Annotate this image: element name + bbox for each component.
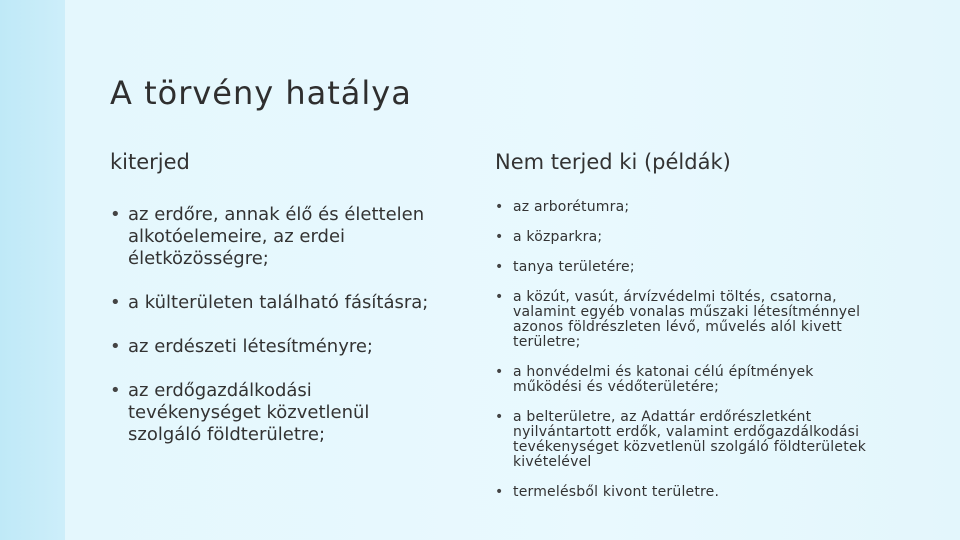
list-item-text: termelésből kivont területre.: [513, 484, 720, 500]
bullet-icon: •: [495, 199, 504, 215]
bullet-icon: •: [110, 204, 121, 225]
list-item: [495, 200, 875, 215]
right-column-heading: Nem terjed ki (példák): [495, 150, 731, 174]
bullet-icon: •: [495, 364, 504, 380]
list-item-text: a közút, vasút, árvízvédelmi töltés, csatorna, valamint egyéb vonalas műszaki létesítménnyel azonos földrészleten lévő, művelés alól kivett területre;: [513, 289, 861, 350]
list-item: [110, 336, 440, 358]
list-item: [495, 410, 875, 470]
list-item: [495, 230, 875, 245]
bullet-icon: •: [495, 259, 504, 275]
bullet-icon: •: [495, 409, 504, 425]
list-item: [110, 204, 440, 270]
bullet-icon: •: [495, 229, 504, 245]
bullet-icon: •: [110, 292, 121, 313]
left-column-heading: kiterjed: [110, 150, 190, 174]
list-item-text: az arborétumra;: [513, 199, 630, 215]
list-item: [495, 290, 875, 350]
list-item-text: az erdőre, annak élő és élettelen alkotóelemeire, az erdei életközösségre;: [128, 204, 425, 269]
list-item: [110, 380, 440, 446]
bullet-icon: •: [495, 484, 504, 500]
list-item: [495, 485, 875, 500]
list-item-text: a honvédelmi és katonai célú építmények működési és védőterületére;: [513, 364, 814, 395]
list-item: [495, 260, 875, 275]
bullet-icon: •: [495, 289, 504, 305]
bullet-icon: •: [110, 336, 121, 357]
list-item-text: a belterületre, az Adattár erdőrészletként nyilvántartott erdők, valamint erdőgazdálkodási tevékenységet közvetlenül szolgáló földterületek kivételével: [513, 409, 867, 470]
slide-title: A törvény hatálya: [110, 74, 412, 112]
list-item-text: a közparkra;: [513, 229, 603, 245]
list-item-text: az erdészeti létesítményre;: [128, 336, 373, 357]
left-bullet-list: [110, 204, 440, 468]
right-bullet-list: [495, 200, 875, 515]
list-item: [495, 365, 875, 395]
list-item-text: az erdőgazdálkodási tevékenységet közvetlenül szolgáló földterületre;: [128, 380, 370, 445]
list-item-text: a külterületen található fásításra;: [128, 292, 429, 313]
list-item: [110, 292, 440, 314]
list-item-text: tanya területére;: [513, 259, 635, 275]
bullet-icon: •: [110, 380, 121, 401]
